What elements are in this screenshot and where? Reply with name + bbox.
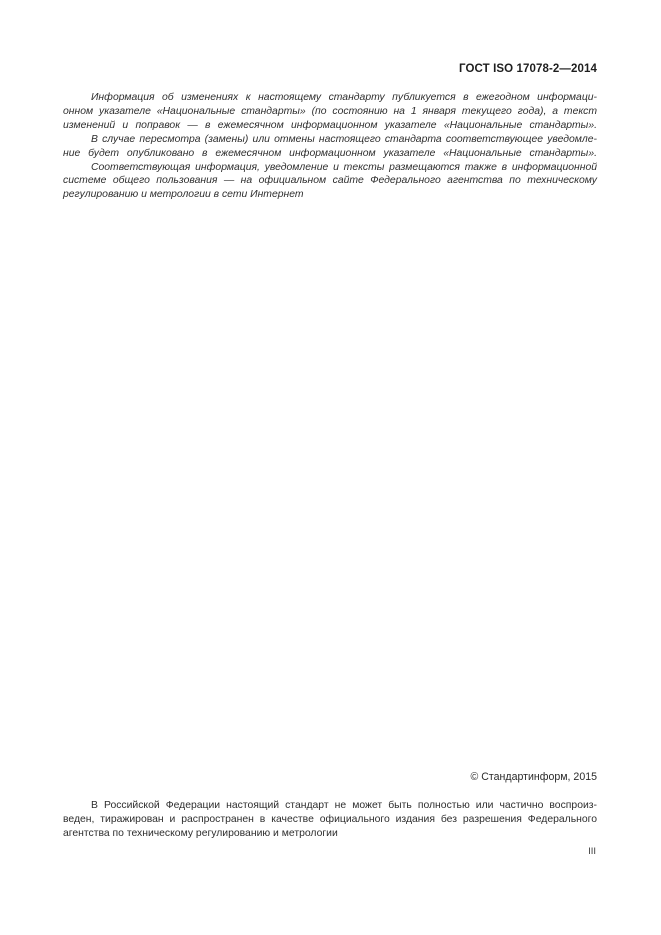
document-id: ГОСТ ISO 17078-2—2014 (459, 63, 597, 75)
page-number: III (588, 846, 596, 857)
info-line: Информация об изменениях к настоящему стандарту публикуется в ежегодном информаци- (91, 92, 597, 103)
notice-line: В Российской Федерации настоящий стандарт не может быть полностью или частично воспроиз- (91, 800, 597, 811)
notice-line: агентства по техническому регулированию и метрологии (63, 827, 338, 839)
copyright-notice: © Стандартинформ, 2015 (470, 771, 597, 783)
amendments-info-paragraph (63, 91, 597, 202)
info-line: системе общего пользования — на официальном сайте Федерального агентства по техническому (63, 175, 597, 187)
info-line: регулированию и метрологии в сети Интернет (63, 189, 304, 201)
info-line: онном указателе «Национальные стандарты» (по состоянию на 1 января текущего года), а текст (63, 105, 597, 117)
info-line: ние будет опубликовано в ежемесячном информационном указателе «Национальные стандарты». (63, 147, 597, 159)
info-line: изменений и поправок — в ежемесячном информационном указателе «Национальные стандарты». (63, 119, 597, 131)
notice-line: веден, тиражирован и распространен в качестве официального издания без разрешения Федерального (63, 813, 597, 825)
info-line: В случае пересмотра (замены) или отмены настоящего стандарта соответствующее уведомле- (91, 133, 597, 145)
reproduction-notice-paragraph (63, 799, 597, 841)
info-line: Соответствующая информация, уведомление и тексты размещаются также в информационной (91, 161, 597, 173)
